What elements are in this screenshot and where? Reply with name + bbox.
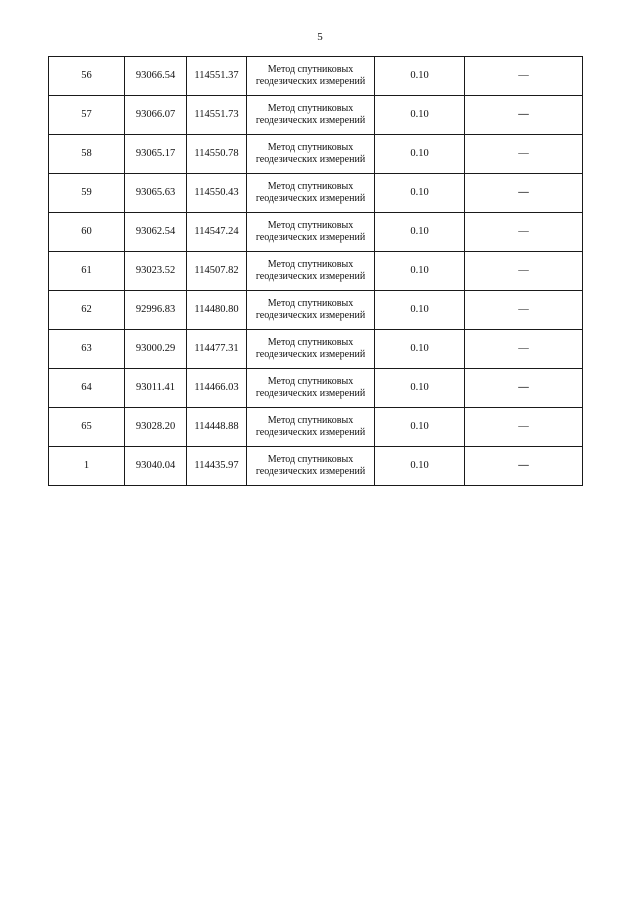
method-line-1: Метод спутниковых [267,259,354,270]
x-coordinate-cell: 93066.07 [125,96,187,135]
note-cell [465,135,583,174]
point-number-cell: 59 [49,174,125,213]
x-coordinate-cell: 92996.83 [125,291,187,330]
y-coordinate-cell: 114547.24 [187,213,247,252]
note-dash: — [518,382,529,393]
point-number-cell: 60 [49,213,125,252]
note-dash: — [518,265,529,276]
table-row [49,369,583,408]
x-coordinate-cell: 93066.54 [125,57,187,96]
method-cell [247,369,375,408]
method-line-2: геодезических измерений [255,349,366,360]
accuracy-cell: 0.10 [375,96,465,135]
table-row [49,96,583,135]
method-line-2: геодезических измерений [255,271,366,282]
method-cell [247,252,375,291]
accuracy-cell: 0.10 [375,213,465,252]
method-cell [247,174,375,213]
method-line-1: Метод спутниковых [267,298,354,309]
accuracy-cell: 0.10 [375,330,465,369]
table-row [49,135,583,174]
note-dash: — [518,343,529,354]
note-cell [465,213,583,252]
method-cell [247,213,375,252]
method-line-1: Метод спутниковых [267,220,354,231]
accuracy-cell: 0.10 [375,57,465,96]
y-coordinate-cell: 114435.97 [187,447,247,486]
table-row [49,174,583,213]
note-dash: — [518,109,529,120]
note-cell [465,174,583,213]
method-line-1: Метод спутниковых [267,454,354,465]
method-line-1: Метод спутниковых [267,181,354,192]
table-row [49,213,583,252]
x-coordinate-cell: 93000.29 [125,330,187,369]
table-row [49,330,583,369]
accuracy-cell: 0.10 [375,369,465,408]
point-number-cell: 63 [49,330,125,369]
method-cell [247,96,375,135]
x-coordinate-cell: 93028.20 [125,408,187,447]
accuracy-cell: 0.10 [375,135,465,174]
point-number-cell: 56 [49,57,125,96]
method-line-2: геодезических измерений [255,76,366,87]
note-dash: — [518,460,529,471]
note-dash: — [518,421,529,432]
x-coordinate-cell: 93040.04 [125,447,187,486]
page-number: 5 [317,31,323,43]
method-line-2: геодезических измерений [255,115,366,126]
accuracy-cell: 0.10 [375,291,465,330]
point-number-cell: 62 [49,291,125,330]
method-line-1: Метод спутниковых [267,64,354,75]
table-row [49,57,583,96]
method-line-2: геодезических измерений [255,310,366,321]
note-dash: — [518,226,529,237]
point-number-cell: 58 [49,135,125,174]
note-dash: — [518,187,529,198]
y-coordinate-cell: 114448.88 [187,408,247,447]
y-coordinate-cell: 114551.73 [187,96,247,135]
y-coordinate-cell: 114477.31 [187,330,247,369]
accuracy-cell: 0.10 [375,174,465,213]
method-line-2: геодезических измерений [255,466,366,477]
note-cell [465,96,583,135]
y-coordinate-cell: 114551.37 [187,57,247,96]
method-cell [247,57,375,96]
point-number-cell: 64 [49,369,125,408]
method-cell [247,447,375,486]
y-coordinate-cell: 114466.03 [187,369,247,408]
x-coordinate-cell: 93065.63 [125,174,187,213]
method-line-2: геодезических измерений [255,232,366,243]
method-line-2: геодезических измерений [255,388,366,399]
point-number-cell: 57 [49,96,125,135]
method-line-1: Метод спутниковых [267,142,354,153]
accuracy-cell: 0.10 [375,408,465,447]
method-line-1: Метод спутниковых [267,103,354,114]
point-number-cell: 1 [49,447,125,486]
table-row [49,252,583,291]
method-cell [247,330,375,369]
method-line-2: геодезических измерений [255,427,366,438]
y-coordinate-cell: 114480.80 [187,291,247,330]
method-cell [247,408,375,447]
y-coordinate-cell: 114550.78 [187,135,247,174]
method-line-2: геодезических измерений [255,193,366,204]
point-number-cell: 65 [49,408,125,447]
x-coordinate-cell: 93023.52 [125,252,187,291]
x-coordinate-cell: 93011.41 [125,369,187,408]
x-coordinate-cell: 93065.17 [125,135,187,174]
method-line-1: Метод спутниковых [267,415,354,426]
note-cell [465,57,583,96]
note-cell [465,252,583,291]
table-row [49,408,583,447]
note-cell [465,408,583,447]
note-cell [465,369,583,408]
y-coordinate-cell: 114507.82 [187,252,247,291]
coordinates-table [48,56,583,486]
y-coordinate-cell: 114550.43 [187,174,247,213]
table-row [49,447,583,486]
accuracy-cell: 0.10 [375,447,465,486]
method-cell [247,135,375,174]
note-cell [465,330,583,369]
method-line-2: геодезических измерений [255,154,366,165]
x-coordinate-cell: 93062.54 [125,213,187,252]
method-line-1: Метод спутниковых [267,337,354,348]
accuracy-cell: 0.10 [375,252,465,291]
note-dash: — [518,148,529,159]
note-dash: — [518,304,529,315]
point-number-cell: 61 [49,252,125,291]
table-row [49,291,583,330]
method-line-1: Метод спутниковых [267,376,354,387]
note-cell [465,291,583,330]
method-cell [247,291,375,330]
note-cell [465,447,583,486]
coordinates-table-body [49,57,583,486]
note-dash: — [518,70,529,81]
